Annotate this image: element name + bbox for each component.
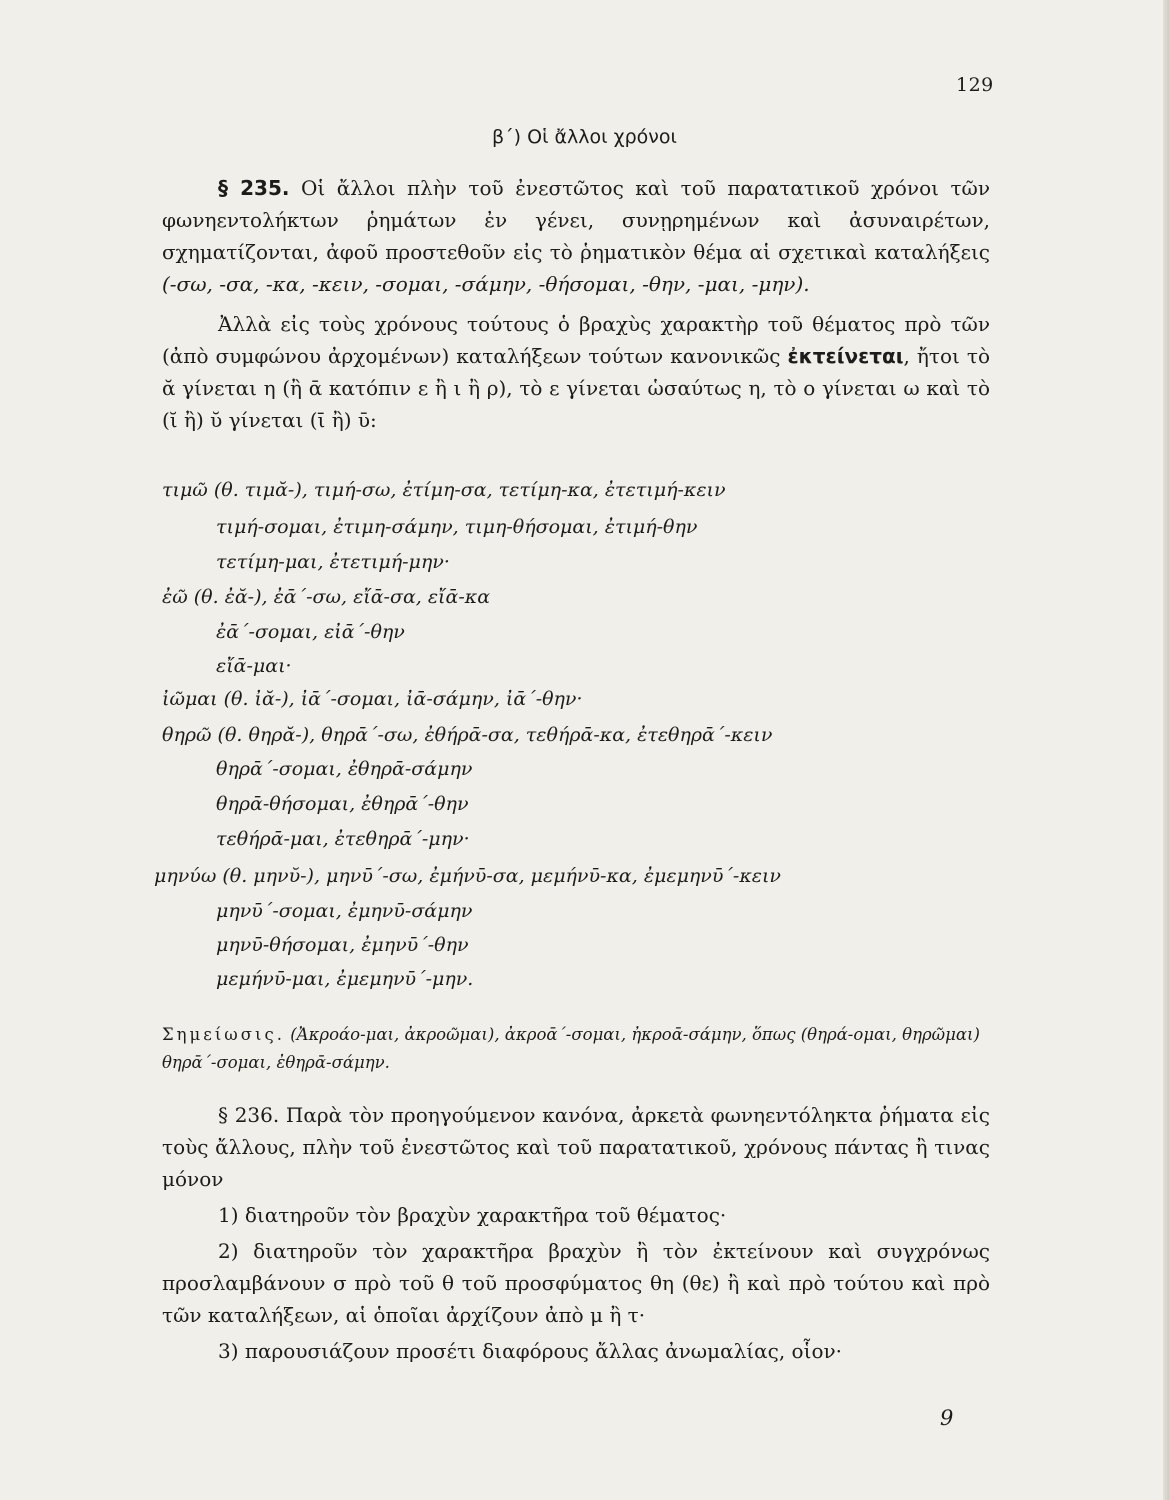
section-236 — [162, 1099, 990, 1367]
section-235 — [162, 172, 990, 436]
paragraph-235-rule-bold: ἐκτείνεται — [787, 344, 904, 368]
paragraph-235-text: Οἱ ἄλλοι πλὴν τοῦ ἐνεστῶτος καὶ τοῦ παρατατικοῦ χρόνοι τῶν φωνηεντολήκτων ῥημάτων ἐν γένει, συνῃρημένων καὶ ἀσυναιρέτων, σχηματίζονται, ἀφοῦ προστεθοῦν εἰς τὸ ῥηματικὸν θέμα αἱ σχετικαὶ καταλήξεις — [162, 176, 990, 264]
conjugation-line: μεμήνῡ-μαι, ἐμεμηνῡ΄-μην. — [216, 968, 474, 990]
list-item-1: 1) διατηροῦν τὸν βραχὺν χαρακτῆρα τοῦ θέματος· — [218, 1203, 727, 1227]
list-item-2: 2) διατηροῦν τὸν χαρακτῆρα βραχὺν ἢ τὸν ἐκτείνουν καὶ συγχρόνως προσλαμβάνουν σ πρὸ τοῦ θ τοῦ προσφύματος θη (θε) ἢ καὶ πρὸ τούτου καὶ πρὸ τῶν καταλήξεων, αἱ ὁποῖαι ἀρχίζουν ἀπὸ μ ἢ τ· — [162, 1239, 990, 1327]
page-number: 129 — [956, 74, 994, 96]
paragraph-235-rule-end: , ἤτοι τὸ ᾰ γίνεται η (ἢ ᾱ κατόπιν ε ἢ ι ἢ ρ), τὸ ε γίνεται ὡσαύτως η, τὸ ο γίνεται ω καὶ τὸ (ῐ ἢ) ῠ γίνεται (ῑ ἢ) ῡ: — [162, 344, 990, 432]
folio-signature: 9 — [940, 1406, 954, 1430]
paragraph-235-rule-start: Ἀλλὰ εἰς τοὺς χρόνους τούτους ὁ βραχὺς χαρακτὴρ τοῦ θέματος πρὸ τῶν (ἀπὸ συμφώνου ἀρχομένων) καταλήξεων τούτων κανονικῶς — [162, 312, 990, 368]
conjugation-line: θηρῶ (θ. θηρᾰ-), θηρᾱ΄-σω, ἐθήρᾱ-σα, τεθήρᾱ-κα, ἐτεθηρᾱ΄-κειν — [162, 724, 773, 746]
section-235-number: § 235. — [218, 176, 290, 200]
conjugation-line: τιμή-σομαι, ἐτιμη-σάμην, τιμη-θήσομαι, ἐτιμή-θην — [216, 516, 698, 538]
section-236-number: § 236. — [218, 1103, 280, 1127]
note-text: (Ἀκροάο-μαι, ἀκροῶμαι), ἀκροᾱ΄-σομαι, ἠκροᾱ-σάμην, ὅπως (θηρά-ομαι, θηρῶμαι) θηρᾱ΄-σομαι, ἐθηρᾱ-σάμην. — [162, 1025, 980, 1072]
conjugation-line: ἐῶ (θ. ἐᾰ-), ἐᾱ΄-σω, εἴᾱ-σα, εἴᾱ-κα — [162, 586, 491, 608]
paragraph-235-endings: (-σω, -σα, -κα, -κειν, -σομαι, -σάμην, -θήσομαι, -θην, -μαι, -μην). — [162, 272, 810, 296]
paragraph-235-rule — [162, 308, 990, 436]
section-title: β΄) Οἱ ἄλλοι χρόνοι — [492, 126, 677, 148]
conjugation-line: ἐᾱ΄-σομαι, εἰᾱ΄-θην — [216, 621, 405, 643]
conjugation-line: μηνῡ΄-σομαι, ἐμηνῡ-σάμην — [216, 900, 473, 922]
conjugation-line: μηνῡ-θήσομαι, ἐμηνῡ΄-θην — [216, 934, 469, 956]
paragraph-236-text: Παρὰ τὸν προηγούμενον κανόνα, ἀρκετὰ φωνηεντόληκτα ῥήματα εἰς τοὺς ἄλλους, πλὴν τοῦ ἐνεστῶτος καὶ τοῦ παρατατικοῦ, χρόνους πάντας ἢ τινας μόνον — [162, 1103, 991, 1191]
page-edge-shadow — [1163, 0, 1169, 1500]
conjugation-line: θηρᾱ΄-σομαι, ἐθηρᾱ-σάμην — [216, 758, 473, 780]
list-item-3: 3) παρουσιάζουν προσέτι διαφόρους ἄλλας ἀνωμαλίας, οἷον· — [218, 1339, 842, 1363]
note-remark — [162, 1021, 992, 1077]
conjugation-line: τιμῶ (θ. τιμᾰ-), τιμή-σω, ἐτίμη-σα, τετίμη-κα, ἐτετιμή-κειν — [162, 479, 726, 501]
paragraph-236-intro — [162, 1099, 990, 1195]
conjugation-line: μηνύω (θ. μηνῠ-), μηνῡ΄-σω, ἐμήνῡ-σα, μεμήνῡ-κα, ἐμεμηνῡ΄-κειν — [154, 865, 781, 887]
conjugation-line: εἴᾱ-μαι· — [216, 655, 292, 677]
note-label: Σημείωσις. — [162, 1025, 285, 1044]
conjugation-line: ἰῶμαι (θ. ἰᾰ-), ἰᾱ΄-σομαι, ἰᾱ-σάμην, ἰᾱ΄-θην· — [162, 688, 583, 710]
paragraph-235-intro — [162, 172, 990, 300]
conjugation-line: θηρᾱ-θήσομαι, ἐθηρᾱ΄-θην — [216, 793, 469, 815]
conjugation-line: τετίμη-μαι, ἐτετιμή-μην· — [216, 551, 450, 573]
conjugation-line: τεθήρᾱ-μαι, ἐτεθηρᾱ΄-μην· — [216, 828, 470, 850]
